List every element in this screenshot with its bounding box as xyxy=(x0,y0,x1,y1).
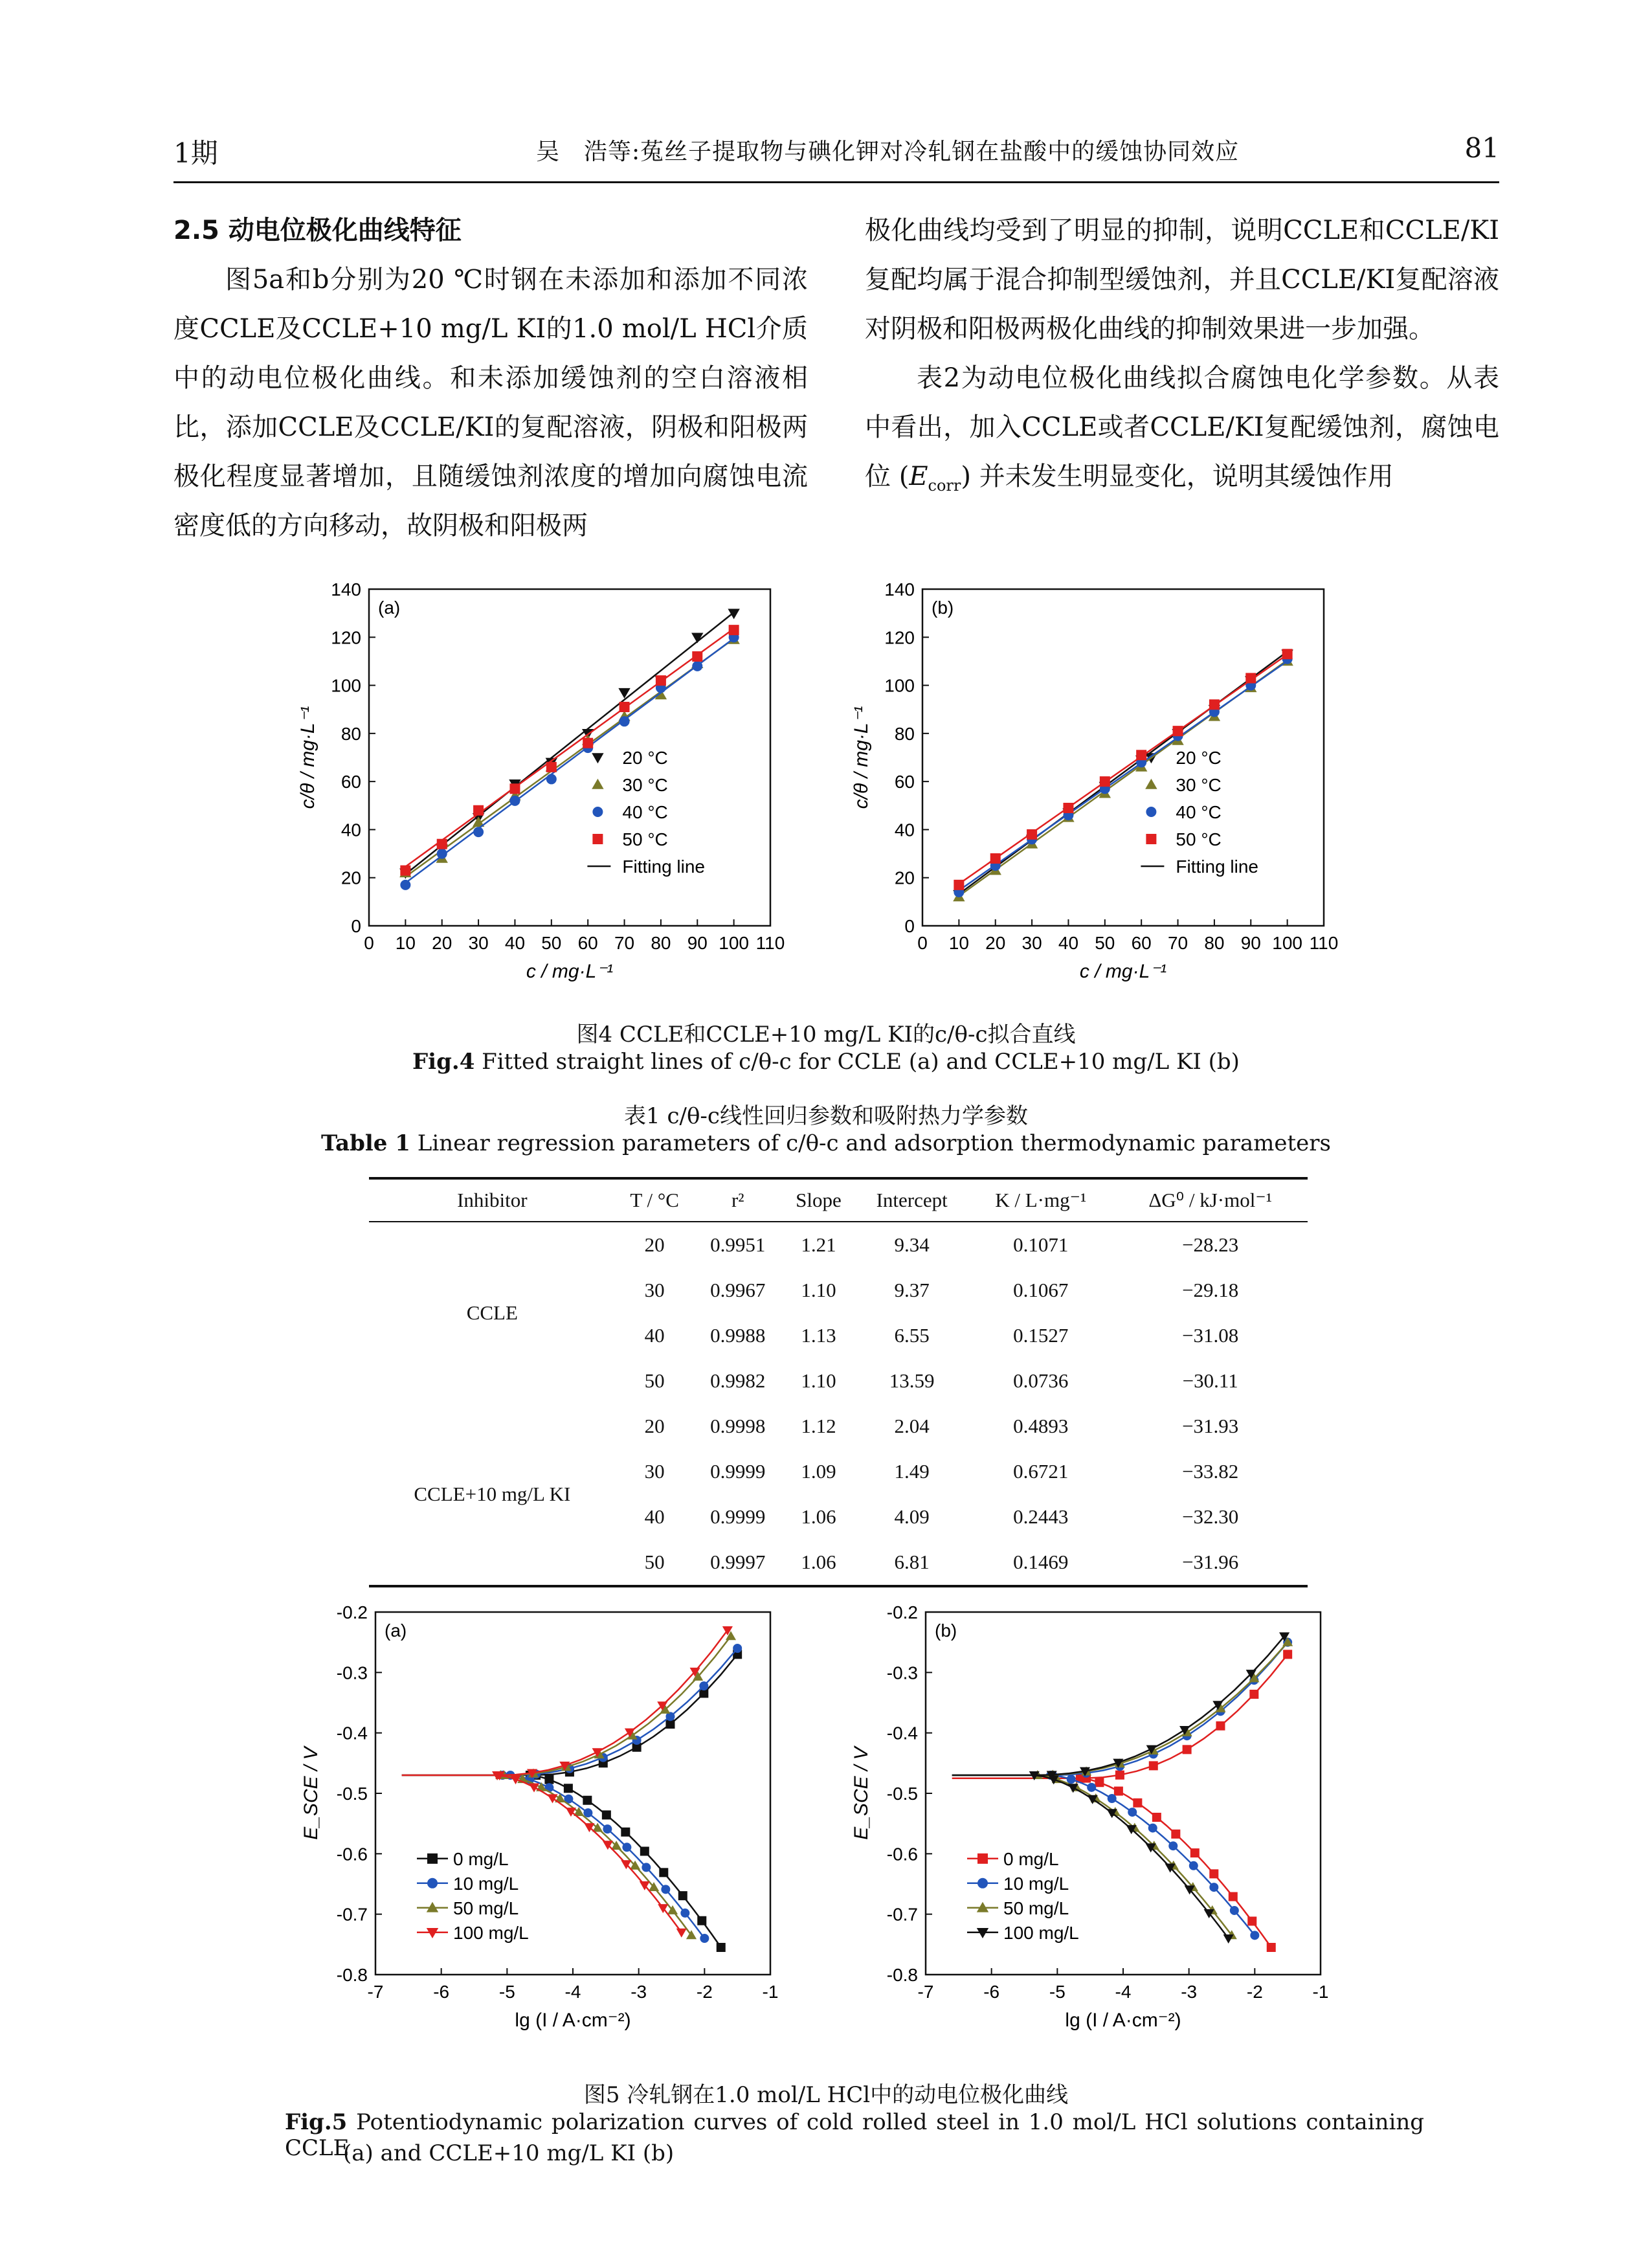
legend-label: 10 mg/L xyxy=(453,1873,519,1894)
data-point xyxy=(1173,726,1183,736)
data-point xyxy=(546,762,557,772)
left-paragraph: 图5a和b分别为20 ℃时钢在未添加和添加不同浓度CCLE及CCLE+10 mg/L KI的1.0 mol/L HCl介质中的动电位极化曲线。和未添加缓蚀剂的空白溶液相比，添加CCLE及CCLE/KI的复配溶液，阴极和阳极两极化程度显著增加，且随缓蚀剂浓度的增加向腐蚀电流密度低的方向移动，故阴极和阳极两 xyxy=(173,265,808,541)
data-point xyxy=(659,1868,668,1877)
y-axis-label: c/θ / mg·L⁻¹ xyxy=(851,706,872,809)
y-tick-label: 60 xyxy=(340,772,361,792)
x-tick-label: -5 xyxy=(498,1982,515,2002)
data-point xyxy=(400,880,410,890)
data-point xyxy=(1152,1813,1161,1822)
data-point xyxy=(680,1909,689,1918)
legend-label: 20 °C xyxy=(622,748,668,768)
right-column xyxy=(865,206,1499,510)
legend-label: 10 mg/L xyxy=(1003,1873,1069,1894)
y-tick-label: -0.5 xyxy=(886,1784,918,1804)
cathodic-curve xyxy=(1080,1778,1271,1947)
x-tick-label: -4 xyxy=(1115,1982,1132,2002)
x-tick-label: -1 xyxy=(762,1982,779,2002)
data-point xyxy=(642,1863,651,1872)
x-axis-label: lg (I / A·cm⁻²) xyxy=(1065,2010,1181,2031)
x-tick-label: 50 xyxy=(541,933,562,953)
data-point xyxy=(733,1644,742,1653)
data-point xyxy=(729,625,739,635)
x-tick-label: 90 xyxy=(1240,933,1261,953)
data-point xyxy=(509,783,520,794)
fig5-caption-en: Fig.5 Potentiodynamic polarization curves of cold rolled steel in 1.0 mol/L HCl solutions containing CCLE xyxy=(285,2109,1424,2161)
right-paragraph-2: 表2为动电位极化曲线拟合腐蚀电化学参数。从表中看出，加入CCLE或者CCLE/KI复配缓蚀剂，腐蚀电位 $(E_{corr})$ 并未发生明显变化，说明其缓蚀作用 xyxy=(865,363,1499,495)
x-tick-label: 30 xyxy=(1021,933,1042,953)
group-label-ccle-ki: CCLE+10 mg/L KI xyxy=(369,1404,616,1586)
data-point xyxy=(656,675,666,686)
x-tick-label: 0 xyxy=(364,933,374,953)
y-tick-label: 100 xyxy=(884,675,915,696)
y-tick-label: 100 xyxy=(331,675,361,696)
x-tick-label: 100 xyxy=(1272,933,1302,953)
y-tick-label: -0.3 xyxy=(336,1663,368,1683)
y-tick-label: 60 xyxy=(894,772,915,792)
legend-marker xyxy=(977,1854,988,1864)
table-row: 50 0.9997 1.06 6.81 0.1469 −31.96 xyxy=(369,1540,1308,1586)
x-tick-label: -6 xyxy=(433,1982,450,2002)
x-tick-label: 100 xyxy=(719,933,749,953)
legend-label: 40 °C xyxy=(622,802,668,822)
x-tick-label: 30 xyxy=(468,933,489,953)
x-tick-label: -2 xyxy=(1246,1982,1263,2002)
legend-label: 50 °C xyxy=(1176,829,1222,849)
legend-marker xyxy=(427,1854,438,1864)
data-point xyxy=(603,1824,612,1833)
table1-title-cn: 表1 c/θ-c线性回归参数和吸附热力学参数 xyxy=(624,1103,1028,1129)
legend-label: 0 mg/L xyxy=(1003,1848,1059,1869)
y-tick-label: 0 xyxy=(904,916,915,936)
table1-title-en: Table 1 Linear regression parameters of c/θ-c and adsorption thermodynamic parameters xyxy=(321,1130,1331,1156)
data-point xyxy=(1108,1794,1117,1803)
data-point xyxy=(583,1796,592,1805)
legend-label: 50 °C xyxy=(622,829,668,849)
table-row: 50 0.9982 1.10 13.59 0.0736 −30.11 xyxy=(644,1369,1238,1392)
data-point xyxy=(1282,649,1293,659)
data-point xyxy=(1063,803,1073,813)
x-tick-label: -2 xyxy=(696,1982,713,2002)
y-tick-label: 120 xyxy=(331,627,361,648)
table-row: CCLE+10 mg/L KI 20 0.9998 1.12 2.04 0.4893 −31.93 xyxy=(369,1404,1308,1449)
data-point xyxy=(1128,1808,1137,1817)
legend-marker xyxy=(592,753,603,763)
x-tick-label: -7 xyxy=(367,1982,384,2002)
legend-marker xyxy=(1146,807,1156,817)
y-tick-label: -0.8 xyxy=(336,1965,368,1985)
data-point xyxy=(678,1891,687,1900)
fig4-caption-cn: 图4 CCLE和CCLE+10 mg/L KI的c/θ-c拟合直线 xyxy=(576,1022,1076,1048)
x-axis-label: c / mg·L⁻¹ xyxy=(526,961,614,982)
legend-label: 0 mg/L xyxy=(453,1848,509,1869)
section-title: 2.5 动电位极化曲线特征 xyxy=(173,216,462,245)
legend-label: 50 mg/L xyxy=(1003,1898,1069,1918)
legend-marker xyxy=(977,1878,988,1889)
data-point xyxy=(1209,1869,1218,1878)
fig4b-chart xyxy=(825,570,1395,991)
fig5-caption-cn: 图5 冷轧钢在1.0 mol/L HCl中的动电位极化曲线 xyxy=(583,2082,1069,2108)
x-tick-label: 80 xyxy=(1204,933,1225,953)
data-point xyxy=(437,839,447,849)
x-tick-label: 50 xyxy=(1095,933,1115,953)
data-point xyxy=(692,661,702,671)
data-point xyxy=(1149,1761,1158,1770)
data-point xyxy=(1136,750,1146,760)
left-column xyxy=(173,206,808,550)
x-tick-label: 60 xyxy=(1131,933,1152,953)
data-point xyxy=(400,866,410,876)
y-tick-label: -0.2 xyxy=(336,1602,368,1622)
y-tick-label: 140 xyxy=(884,579,915,600)
col-dg: ΔG⁰ / kJ·mol⁻¹ xyxy=(1113,1178,1308,1222)
data-point xyxy=(1209,699,1220,710)
data-point xyxy=(544,1775,553,1784)
page-number: 81 xyxy=(1464,132,1499,164)
legend-marker xyxy=(592,834,603,844)
fig4a-chart xyxy=(272,570,842,991)
data-point xyxy=(990,853,1001,864)
fit-line xyxy=(405,612,733,874)
fig5b-chart xyxy=(842,1599,1392,2052)
legend-marker xyxy=(592,779,603,789)
legend-label: 30 °C xyxy=(622,775,668,795)
x-tick-label: 110 xyxy=(1309,933,1339,953)
y-tick-label: -0.7 xyxy=(886,1904,918,1925)
y-tick-label: -0.6 xyxy=(336,1844,368,1865)
data-point xyxy=(437,849,447,859)
y-tick-label: 140 xyxy=(331,579,361,600)
x-tick-label: 10 xyxy=(395,933,416,953)
data-point xyxy=(1027,829,1037,840)
x-tick-label: 70 xyxy=(614,933,635,953)
table-row: 30 0.9967 1.10 9.37 0.1067 −29.18 xyxy=(644,1279,1239,1301)
x-tick-label: 80 xyxy=(651,933,671,953)
data-point xyxy=(1183,1745,1192,1754)
right-paragraph-1: 极化曲线均受到了明显的抑制，说明CCLE和CCLE/KI复配均属于混合抑制型缓蚀剂，并且CCLE/KI复配溶液对阴极和阳极两极化曲线的抑制效果进一步加强。 xyxy=(865,216,1499,344)
y-axis-label: c/θ / mg·L⁻¹ xyxy=(297,706,318,809)
x-tick-label: 110 xyxy=(755,933,785,953)
data-point xyxy=(1189,1861,1198,1870)
data-point xyxy=(620,716,630,726)
panel-label: (a) xyxy=(385,1620,407,1641)
table-row: 30 0.9999 1.09 1.49 0.6721 −33.82 xyxy=(644,1460,1239,1483)
legend-label: 100 mg/L xyxy=(453,1922,529,1943)
y-tick-label: 0 xyxy=(351,916,361,936)
running-header xyxy=(173,127,1499,183)
data-point xyxy=(583,1808,592,1817)
y-tick-label: 20 xyxy=(340,868,361,888)
data-point xyxy=(622,1843,631,1852)
x-tick-label: 0 xyxy=(917,933,928,953)
data-point xyxy=(509,796,520,806)
y-tick-label: -0.4 xyxy=(886,1723,918,1743)
x-tick-label: -7 xyxy=(917,1982,934,2002)
data-point xyxy=(1148,1824,1157,1833)
cathodic-curve xyxy=(1051,1775,1255,1935)
x-axis-label: c / mg·L⁻¹ xyxy=(1079,961,1167,982)
y-tick-label: 40 xyxy=(340,820,361,840)
table1 xyxy=(369,1177,1308,1587)
data-point xyxy=(1095,1778,1104,1787)
col-r2: r² xyxy=(694,1178,782,1222)
data-point xyxy=(1250,1931,1259,1940)
panel-label: (b) xyxy=(932,598,954,618)
data-point xyxy=(699,1681,708,1690)
x-tick-label: 90 xyxy=(687,933,708,953)
anodic-curve xyxy=(952,1642,1288,1775)
table-row: CCLE 20 0.9951 1.21 9.34 0.1071 −28.23 xyxy=(369,1222,1308,1268)
x-tick-label: 40 xyxy=(504,933,526,953)
data-point xyxy=(700,1934,709,1943)
data-point xyxy=(1100,776,1110,787)
data-point xyxy=(1133,1799,1142,1808)
col-slope: Slope xyxy=(782,1178,855,1222)
fit-line xyxy=(959,655,1287,884)
running-title: 吴 浩等:菟丝子提取物与碘化钾对冷轧钢在盐酸中的缓蚀协同效应 xyxy=(536,139,1240,165)
data-point xyxy=(473,827,484,837)
y-tick-label: 20 xyxy=(894,868,915,888)
data-point xyxy=(1067,1775,1076,1784)
data-point xyxy=(676,1929,687,1938)
data-point xyxy=(640,1846,649,1855)
legend-label: 50 mg/L xyxy=(453,1898,519,1918)
plot-frame xyxy=(375,1612,770,1975)
y-tick-label: -0.8 xyxy=(886,1965,918,1985)
anodic-curve xyxy=(952,1642,1288,1775)
y-tick-label: -0.7 xyxy=(336,1904,368,1925)
x-tick-label: -4 xyxy=(564,1982,581,2002)
x-tick-label: 20 xyxy=(432,933,452,953)
y-tick-label: 120 xyxy=(884,627,915,648)
y-tick-label: -0.3 xyxy=(886,1663,918,1683)
fig4-caption-en: Fig.4 Fitted straight lines of c/θ-c for CCLE (a) and CCLE+10 mg/L KI (b) xyxy=(412,1049,1240,1075)
data-point xyxy=(473,805,484,816)
legend-label: 30 °C xyxy=(1176,775,1222,795)
plot-frame xyxy=(922,589,1324,926)
x-tick-label: 60 xyxy=(577,933,598,953)
legend-label: 100 mg/L xyxy=(1003,1922,1079,1943)
data-point xyxy=(1245,673,1256,683)
x-tick-label: 10 xyxy=(948,933,969,953)
legend-marker xyxy=(427,1878,438,1889)
anodic-curve xyxy=(952,1636,1284,1775)
legend-label: 20 °C xyxy=(1176,748,1222,768)
table-row: 40 0.9999 1.06 4.09 0.2443 −32.30 xyxy=(644,1505,1239,1528)
data-point xyxy=(1171,1830,1180,1839)
legend-label: Fitting line xyxy=(1176,857,1259,877)
anodic-curve xyxy=(402,1648,737,1775)
y-tick-label: 80 xyxy=(894,723,915,744)
y-tick-label: -0.6 xyxy=(886,1844,918,1865)
data-point xyxy=(1168,1841,1178,1850)
legend-label: Fitting line xyxy=(622,857,706,877)
col-k: K / L·mg⁻¹ xyxy=(968,1178,1113,1222)
data-point xyxy=(1247,1916,1256,1925)
fit-line xyxy=(405,638,733,883)
legend-label: 40 °C xyxy=(1176,802,1222,822)
data-point xyxy=(1190,1848,1200,1857)
y-axis-label: E_SCE / V xyxy=(300,1747,322,1840)
x-tick-label: -6 xyxy=(983,1982,1000,2002)
data-point xyxy=(1230,1906,1239,1915)
anodic-curve xyxy=(402,1654,737,1775)
table-row: 40 0.9988 1.13 6.55 0.1527 −31.08 xyxy=(644,1324,1239,1347)
y-tick-label: -0.2 xyxy=(886,1602,918,1622)
data-point xyxy=(1115,1771,1124,1780)
y-tick-label: -0.4 xyxy=(336,1723,368,1743)
anodic-curve xyxy=(402,1630,728,1775)
panel-label: (a) xyxy=(378,598,401,618)
data-point xyxy=(697,1916,706,1925)
data-point xyxy=(1114,1787,1123,1796)
col-temperature: T / °C xyxy=(616,1178,694,1222)
fig5a-chart xyxy=(291,1599,842,2052)
data-point xyxy=(564,1784,573,1793)
group-label-ccle: CCLE xyxy=(466,1301,518,1324)
x-tick-label: 70 xyxy=(1167,933,1189,953)
col-intercept: Intercept xyxy=(855,1178,968,1222)
x-tick-label: -3 xyxy=(631,1982,647,2002)
data-point xyxy=(692,651,702,662)
col-inhibitor: Inhibitor xyxy=(369,1178,616,1222)
data-point xyxy=(1229,1892,1238,1901)
y-axis-label: E_SCE / V xyxy=(851,1747,872,1840)
y-tick-label: 40 xyxy=(894,820,915,840)
data-point xyxy=(717,1943,726,1952)
data-point xyxy=(1249,1690,1258,1699)
data-point xyxy=(620,702,630,712)
fig5-caption-en-2: (a) and CCLE+10 mg/L KI (b) xyxy=(343,2140,675,2166)
table-header-row xyxy=(369,1178,1308,1222)
data-point xyxy=(583,738,593,748)
x-tick-label: -1 xyxy=(1312,1982,1329,2002)
data-point xyxy=(661,1885,670,1894)
y-tick-label: 80 xyxy=(340,723,361,744)
data-point xyxy=(546,774,557,784)
fit-line xyxy=(405,629,733,867)
anodic-curve xyxy=(402,1636,731,1775)
data-point xyxy=(1283,1650,1292,1659)
data-point xyxy=(602,1810,611,1819)
data-point xyxy=(954,880,964,890)
data-point xyxy=(1087,1783,1096,1792)
legend-marker xyxy=(1146,834,1156,844)
x-tick-label: -3 xyxy=(1181,1982,1198,2002)
y-tick-label: -0.5 xyxy=(336,1784,368,1804)
data-point xyxy=(1209,1883,1218,1892)
x-tick-label: 20 xyxy=(985,933,1006,953)
issue-label: 1期 xyxy=(173,137,218,169)
data-point xyxy=(1267,1943,1276,1952)
x-tick-label: -5 xyxy=(1049,1982,1066,2002)
x-axis-label: lg (I / A·cm⁻²) xyxy=(515,2010,631,2031)
data-point xyxy=(621,1828,630,1837)
x-tick-label: 40 xyxy=(1058,933,1079,953)
data-point xyxy=(1216,1721,1225,1731)
panel-label: (b) xyxy=(935,1620,957,1641)
data-point xyxy=(728,609,739,619)
legend-marker xyxy=(592,807,603,817)
legend-marker xyxy=(1145,779,1157,789)
